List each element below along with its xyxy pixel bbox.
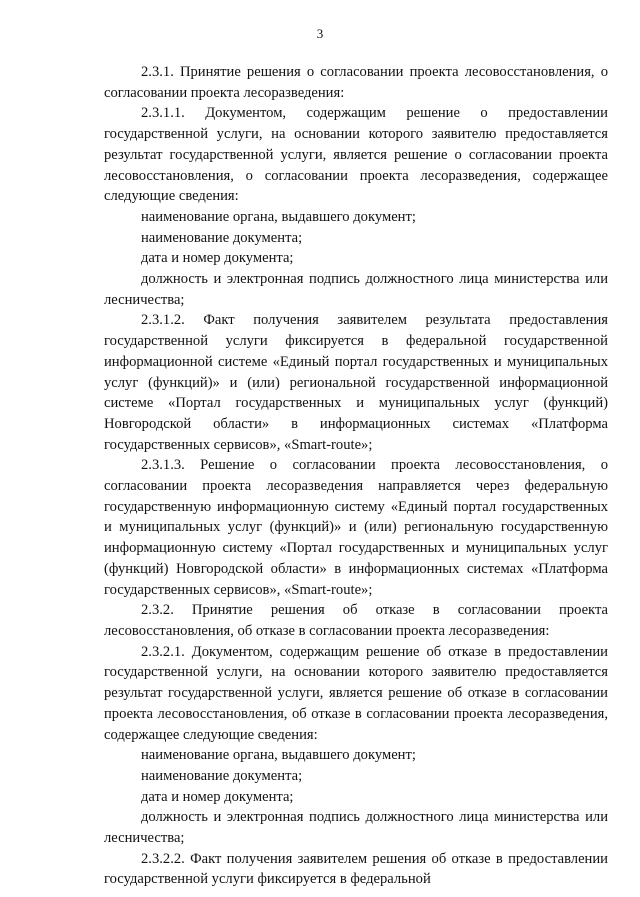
paragraph-2-3-2-2: 2.3.2.2. Факт получения заявителем решения об отказе в предоставлении государственной услуги фиксируется в федеральной xyxy=(104,850,608,888)
page-number: 3 xyxy=(316,26,324,41)
paragraph-2-3-2-1: 2.3.2.1. Документом, содержащим решение об отказе в предоставлении государственной услуги, на основании которого заявителю предоставляется результат государственной услуги, является решение об отказе в согласовании проекта лесовосстановления, об отказе в согласовании проекта лесоразведения, содержащее следующие сведения: xyxy=(104,643,608,743)
paragraph-2-3-1-2: 2.3.1.2. Факт получения заявителем результата предоставления государственной услуги фиксируется в федеральной государственной информационной системе «Единый портал государственных и муниципальных услуг (функций)» и (или) региональной государственной информационной системе «Портал государственных и муниципальных услуг (функций) Новгородской области» в информационных системах «Платформа государственных сервисов», «Smart-route»; xyxy=(104,312,608,453)
list-item: наименование органа, выдавшего документ; xyxy=(141,747,416,764)
paragraph-2-3-1-3: 2.3.1.3. Решение о согласовании проекта лесовосстановления, о согласовании проекта лесоразведения направляется через федеральную государственную информационную систему «Единый портал государственных и муниципальных услуг (функций)» и (или) региональную государственную информационную систему «Портал государственных и муниципальных услуг (функций) Новгородской области» в информационных системах «Платформа государственных сервисов», «Smart-route»; xyxy=(104,457,608,598)
list-item: наименование документа; xyxy=(141,229,303,246)
list-item: должность и электронная подпись должностного лица министерства или лесничества; xyxy=(104,809,608,847)
paragraph-2-3-1-1: 2.3.1.1. Документом, содержащим решение о предоставлении государственной услуги, на основании которого заявителю предоставляется результат государственной услуги, является решение о согласовании проекта лесовосстановления, о согласовании проекта лесоразведения, содержащее следующие сведения: xyxy=(104,105,608,205)
list-item: должность и электронная подпись должностного лица министерства или лесничества; xyxy=(104,271,608,308)
list-item: дата и номер документа; xyxy=(141,250,294,267)
paragraph-2-3-2: 2.3.2. Принятие решения об отказе в согласовании проекта лесовосстановления, об отказе в согласовании проекта лесоразведения: xyxy=(104,602,608,639)
document-body xyxy=(104,62,608,890)
paragraph-2-3-1: 2.3.1. Принятие решения о согласовании проекта лесовосстановления, о согласовании проекта лесоразведения: xyxy=(104,64,608,101)
list-item: наименование органа, выдавшего документ; xyxy=(141,208,416,225)
list-item: дата и номер документа; xyxy=(141,788,294,805)
list-item: наименование документа; xyxy=(141,767,303,784)
